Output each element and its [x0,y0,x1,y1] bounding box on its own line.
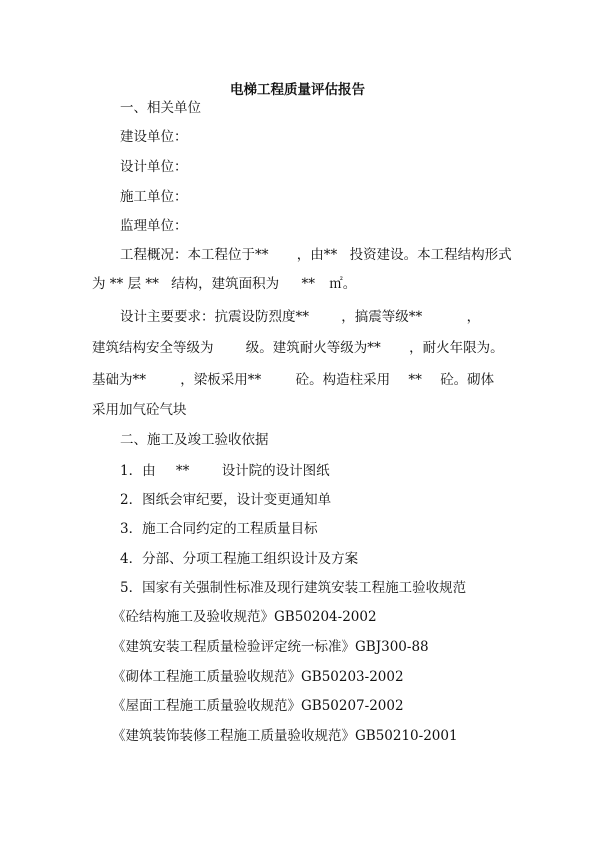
design-req-text: 设计主要要求：抗震设防烈度** [120,309,309,325]
overview-text: 工程概况：本工程位于** [120,247,269,263]
construction-unit-label: 建设单位： [120,129,188,145]
overview-text: ** [301,276,315,292]
overview-text: ㎡。 [329,276,357,292]
design-req-text: ， [466,309,481,325]
list-item: 4．分部、分项工程施工组织设计及方案 [120,551,359,567]
design-req-line-2 [92,336,504,356]
design-req-line-4: 采用加气砼气块 [92,402,187,418]
design-req-text: 级。建筑耐火等级为** [245,340,381,356]
design-req-text: 建筑结构安全等级为 [92,340,214,356]
list-item: 2．图纸会审纪要，设计变更通知单 [120,492,332,508]
list-item: 5．国家有关强制性标准及现行建筑安装工程施工验收规范 [120,580,467,596]
design-req-text: 基础为** [92,372,146,388]
standard-item: 《建筑装饰装修工程施工质量验收规范》GB50210-2001 [112,728,458,744]
list-item [120,459,330,479]
design-req-text: ，耐火年限为。 [409,340,504,356]
design-unit-label: 设计单位： [120,159,188,175]
list-item: 3．施工合同约定的工程质量目标 [120,521,318,537]
overview-line-2 [92,272,356,292]
list-item-text: ** [175,463,190,479]
design-req-line-3 [92,368,494,388]
design-req-text: 砼。构造柱采用 [295,372,391,388]
section1-heading: 一、相关单位 [120,100,201,116]
document-title: 电梯工程质量评估报告 [230,82,365,98]
list-item-text: 设计院的设计图纸 [221,463,330,479]
overview-text: 结构，建筑面积为 [171,276,280,292]
design-req-line-1 [120,305,480,325]
list-item-text: 1．由 [120,463,156,479]
supervisor-unit-label: 监理单位： [120,218,188,234]
design-req-text: ** [408,372,422,388]
builder-unit-label: 施工单位： [120,189,188,205]
design-req-text: 砼。砌体 [440,372,495,388]
overview-line-1 [120,243,512,263]
overview-text: 投资建设。本工程结构形式 [349,247,512,263]
standard-item: 《砌体工程施工质量验收规范》GB50203-2002 [112,669,404,685]
overview-text: ，由** [296,247,338,263]
design-req-text: ，梁板采用** [180,372,262,388]
standard-item: 《屋面工程施工质量验收规范》GB50207-2002 [112,698,404,714]
standard-item: 《建筑安装工程质量检验评定统一标准》GBJ300-88 [112,639,429,655]
section2-heading: 二、施工及竣工验收依据 [120,432,269,448]
standard-item: 《砼结构施工及验收规范》GB50204-2002 [112,609,377,625]
design-req-text: ，搞震等级** [341,309,423,325]
overview-text: 为 ** 层 ** [92,276,159,292]
